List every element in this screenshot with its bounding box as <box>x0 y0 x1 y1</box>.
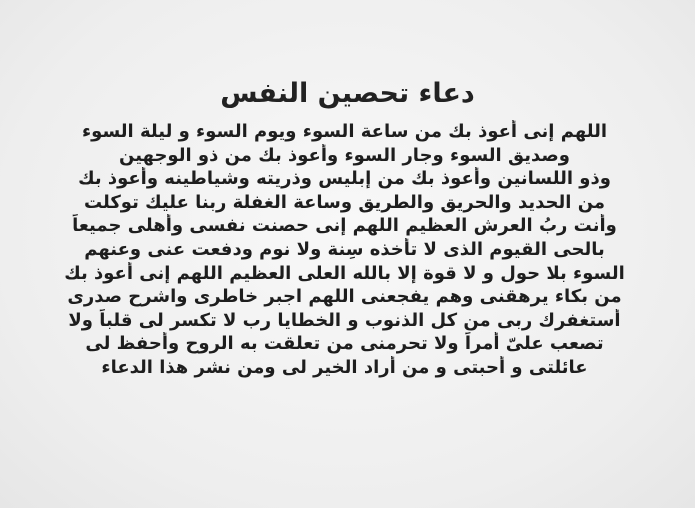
prayer-line: وأنت ربُ العرش العظيم اللهم إنى حصنت نفسى وأهلى جميعاً <box>72 215 617 237</box>
prayer-line: عائلتى و أحبتى و من أراد الخير لى ومن نشر هذا الدعاء <box>101 356 588 378</box>
prayer-line: وذو اللسانين وأعوذ بك من إبليس وذريته وشياطينه وأعوذ بك <box>78 168 611 190</box>
prayer-line: بالحى القيوم الذى لا تأخذه سِنة ولا نوم ودفعت عنى وعنهم <box>84 238 605 260</box>
prayer-body <box>52 120 637 380</box>
prayer-line: من بكاء يرهقنى وهم يفجعنى اللهم اجبر خاطرى واشرح صدرى <box>67 286 622 308</box>
prayer-line: تصعب علىّ أمراً ولا تحرمنى من تعلقت به الروح وأحفظ لى <box>85 333 604 355</box>
prayer-line: اللهم إنى أعوذ بك من ساعة السوء ويوم السوء و ليلة السوء <box>81 121 608 142</box>
document-title: دعاء تحصين النفس <box>220 78 475 109</box>
prayer-line: وصديق السوء وجار السوء وأعوذ بك من ذو الوجهين <box>119 144 570 166</box>
prayer-line: أستغفرك ربى من كل الذنوب و الخطايا رب لا تكسر لى قلباً ولا <box>68 309 621 331</box>
prayer-line: من الحديد والحريق والطريق وساعة الغفلة ربنا عليك توكلت <box>83 191 606 213</box>
prayer-line: السوء بلا حول و لا قوة إلا بالله العلى العظيم اللهم إنى أعوذ بك <box>64 262 625 284</box>
